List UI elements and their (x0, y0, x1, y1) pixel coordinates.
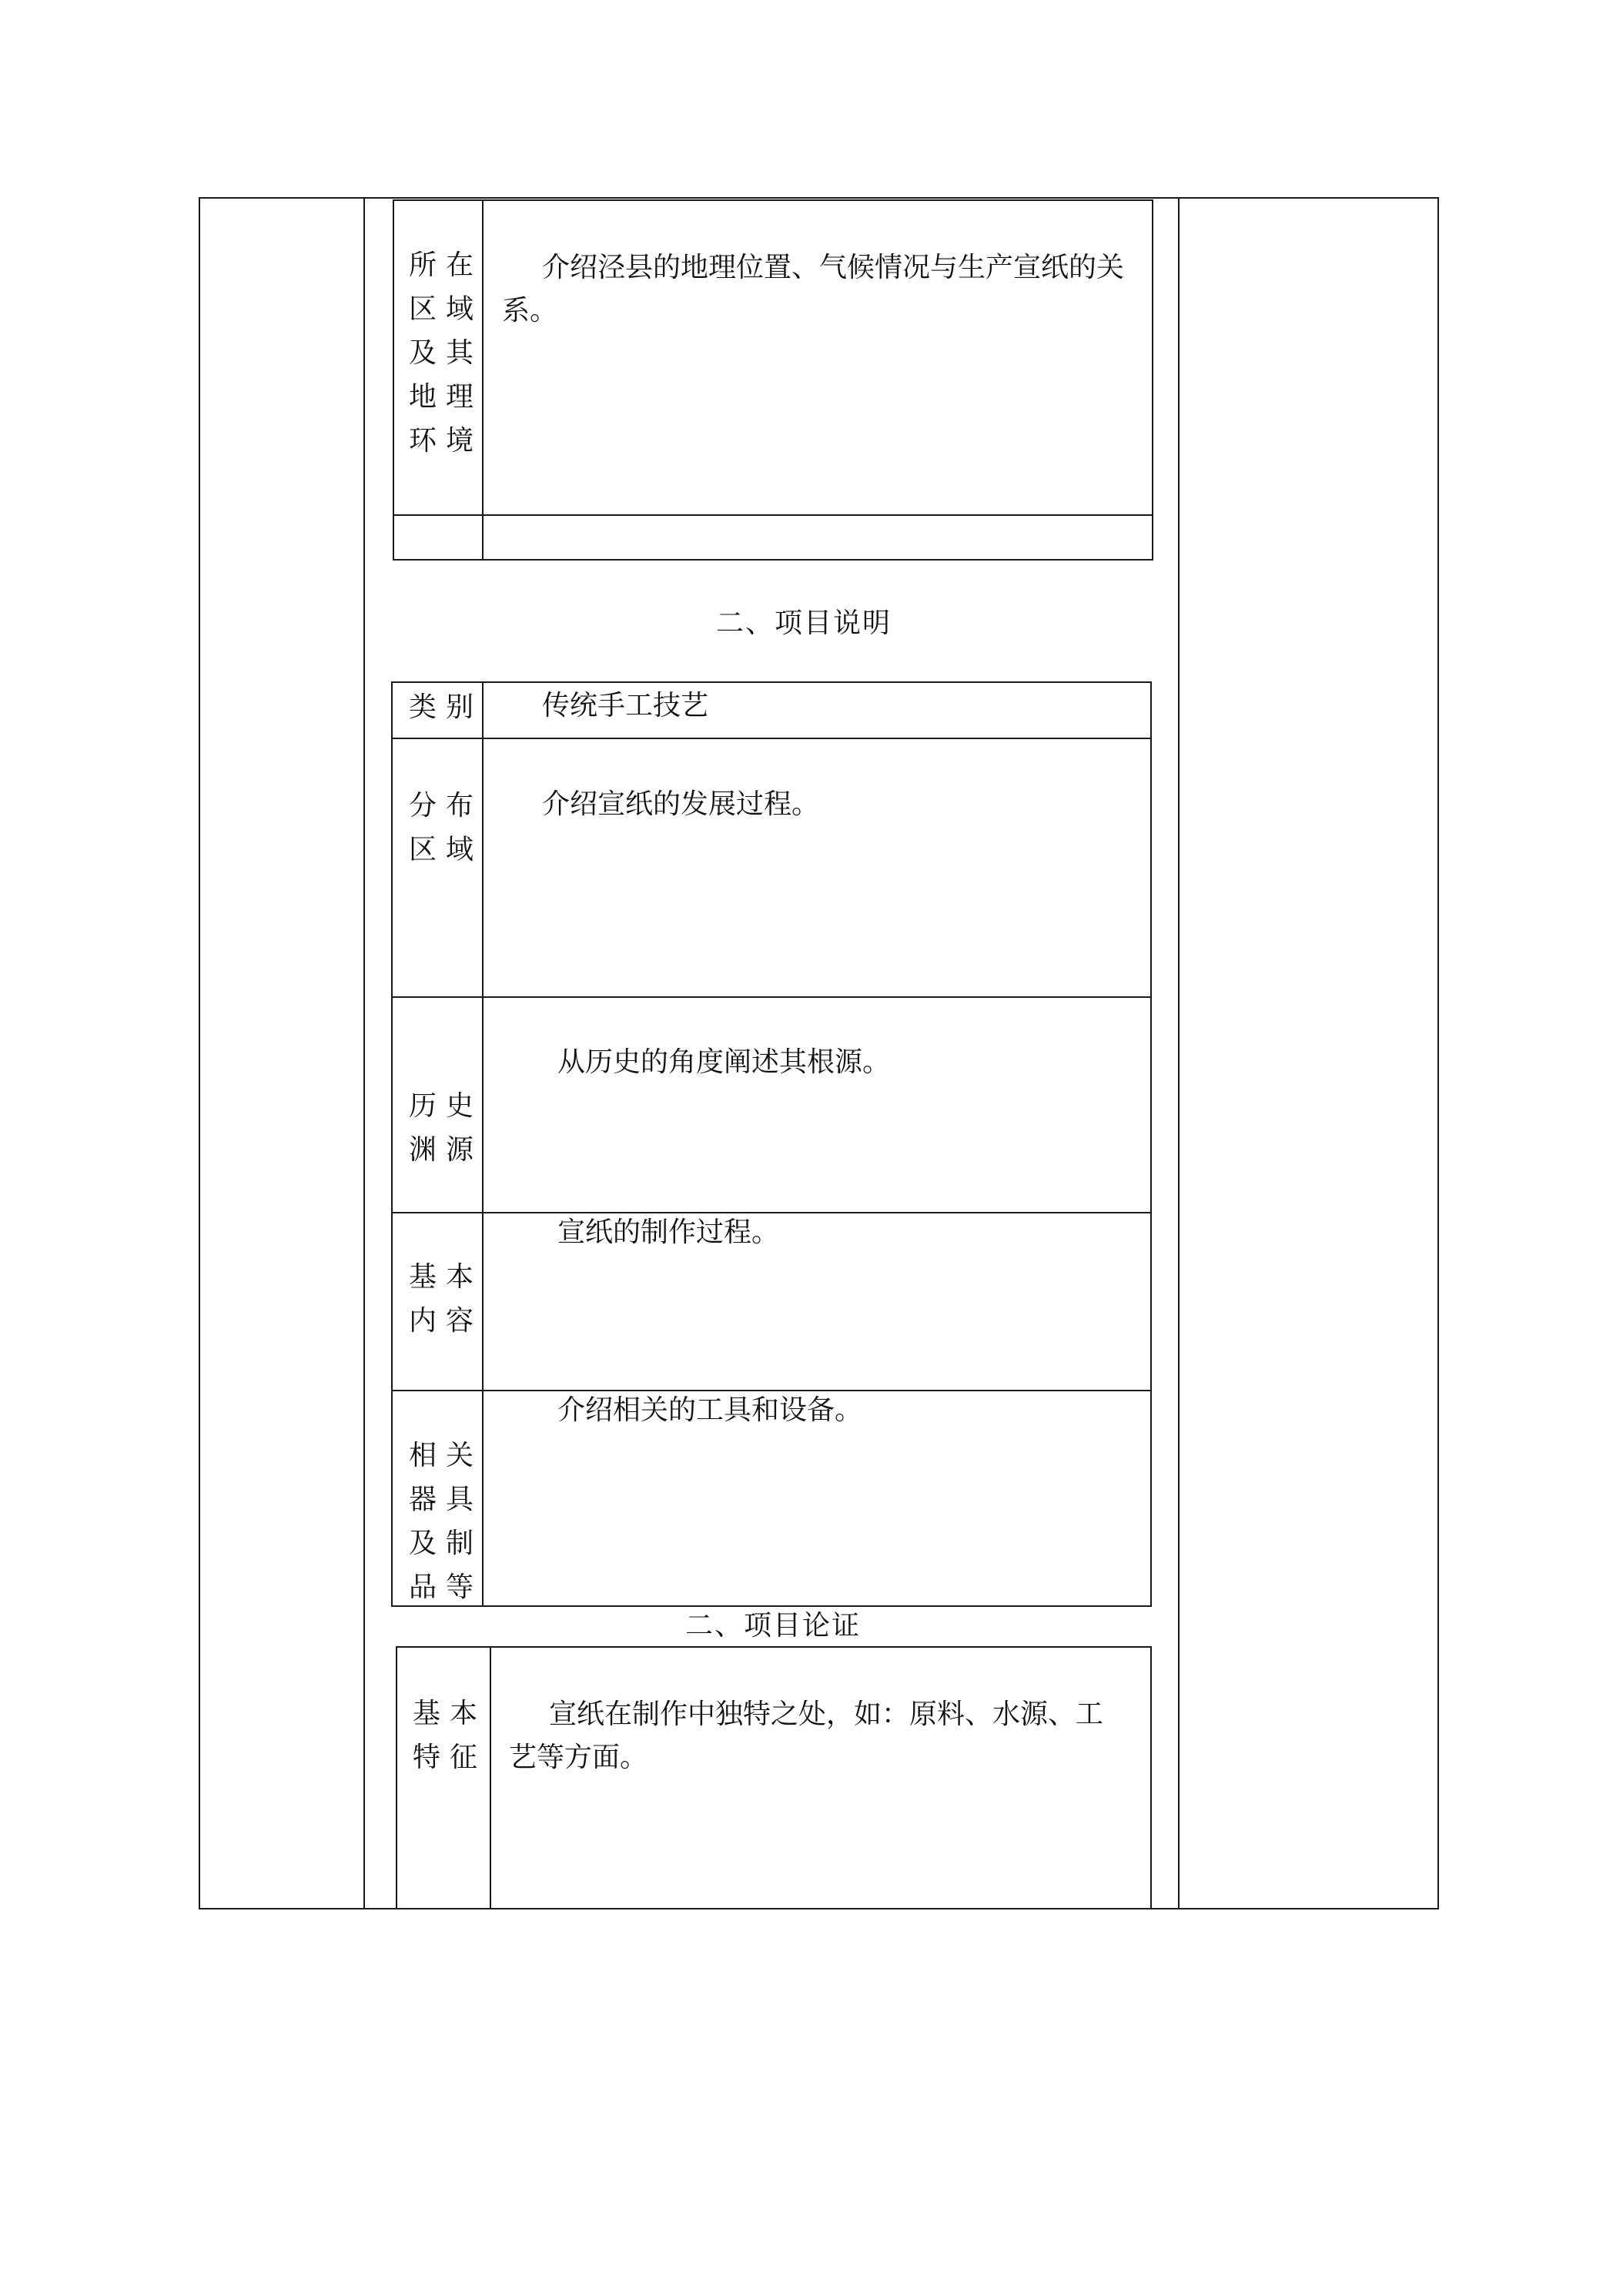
table-border (391, 738, 1152, 739)
row-label: 历史 渊源 (409, 1090, 484, 1166)
table-border (393, 559, 1153, 561)
row-content: 宣纸在制作中独特之处，如：原料、水源、工 艺等方面。 (509, 1699, 1104, 1773)
row-label: 所在 区域 及其 地理 环境 (409, 249, 484, 457)
frame-bottom-border (199, 1908, 1439, 1909)
frame-inner-left-border (363, 197, 365, 1909)
row-content: 宣纸的制作过程。 (557, 1217, 780, 1248)
section-heading: 二、项目论证 (685, 1610, 862, 1642)
frame-top-border (199, 197, 1439, 199)
row-content: 介绍泾县的地理位置、气候情况与生产宣纸的关 系。 (502, 252, 1125, 326)
table-border (393, 514, 1153, 516)
table-border (1152, 199, 1153, 561)
table-border (393, 199, 394, 561)
row-label: 基本 特征 (413, 1698, 487, 1773)
frame-inner-right-border (1178, 197, 1180, 1909)
table-border (391, 681, 393, 1607)
row-content: 介绍宣纸的发展过程。 (542, 788, 820, 820)
table-border (391, 1605, 1152, 1607)
table-border (396, 1646, 1152, 1648)
table-border (1150, 1646, 1152, 1908)
table-border (391, 996, 1152, 998)
row-label: 基本 内容 (409, 1261, 484, 1337)
row-label: 相关 器具 及制 品等 (409, 1440, 484, 1603)
table-border (393, 199, 1153, 201)
frame-left-border (199, 197, 200, 1909)
row-content: 介绍相关的工具和设备。 (557, 1394, 863, 1426)
table-border (1150, 681, 1152, 1607)
frame-right-border (1437, 197, 1439, 1909)
section-heading: 二、项目说明 (716, 607, 892, 639)
table-border (391, 681, 1152, 683)
row-label: 类别 (409, 691, 484, 723)
table-border (396, 1646, 397, 1908)
row-content: 从历史的角度阐述其根源。 (557, 1046, 891, 1078)
row-content: 传统手工技艺 (542, 690, 709, 721)
row-label: 分布 区域 (409, 790, 484, 865)
table-border (490, 1646, 491, 1908)
